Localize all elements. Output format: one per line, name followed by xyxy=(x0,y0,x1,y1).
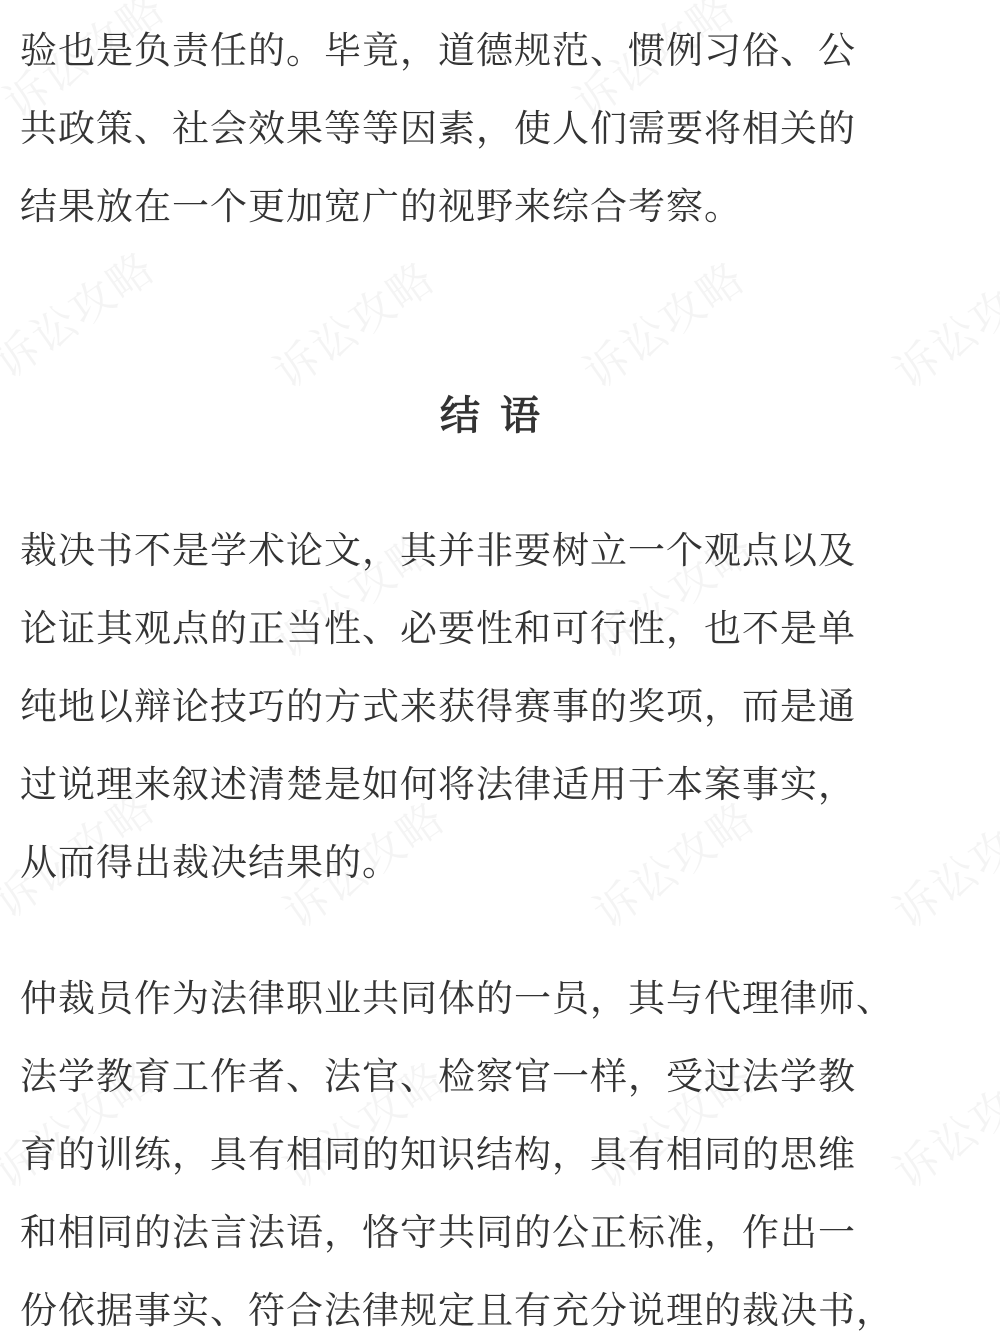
text-line: 育的训练，具有相同的知识结构，具有相同的思维 xyxy=(20,1133,856,1176)
text-line: 仲裁员作为法律职业共同体的一员，其与代理律师、 xyxy=(20,977,894,1020)
text-line: 共政策、社会效果等等因素，使人们需要将相关的 xyxy=(20,107,856,150)
text-line: 结果放在一个更加宽广的视野来综合考察。 xyxy=(20,185,742,228)
paragraph-2 xyxy=(20,512,980,902)
watermark-text xyxy=(878,243,1000,401)
text-line: 纯地以辩论技巧的方式来获得赛事的奖项，而是通 xyxy=(20,685,856,728)
paragraph-1 xyxy=(20,12,980,246)
watermark-text xyxy=(258,243,445,401)
text-line: 过说理来叙述清楚是如何将法律适用于本案事实， xyxy=(20,763,856,806)
text-line: 从而得出裁决结果的。 xyxy=(20,841,400,884)
text-line: 法学教育工作者、法官、检察官一样，受过法学教 xyxy=(20,1055,856,1098)
watermark-text xyxy=(568,243,755,401)
text-line: 验也是负责任的。毕竟，道德规范、惯例习俗、公 xyxy=(20,29,856,72)
watermark-text xyxy=(0,233,166,391)
text-line: 和相同的法言法语，恪守共同的公正标准，作出一 xyxy=(20,1211,856,1254)
section-title: 结语 xyxy=(440,393,560,439)
text-line: 份依据事实、符合法律规定且有充分说理的裁决书， xyxy=(20,1289,894,1332)
text-line: 论证其观点的正当性、必要性和可行性，也不是单 xyxy=(20,607,856,650)
text-line: 裁决书不是学术论文，其并非要树立一个观点以及 xyxy=(20,529,856,572)
paragraph-3 xyxy=(20,960,980,1344)
